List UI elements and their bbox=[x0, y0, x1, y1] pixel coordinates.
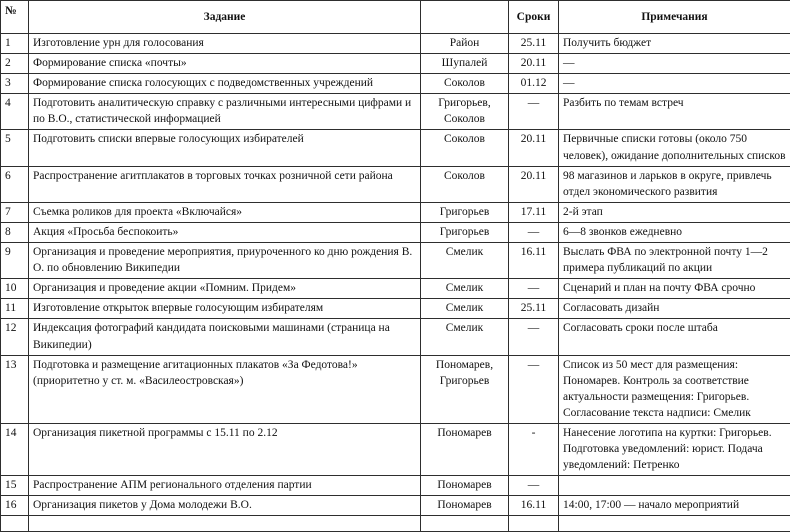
table-row bbox=[1, 319, 790, 355]
deadline-cell: — bbox=[509, 355, 559, 423]
header-row bbox=[1, 1, 790, 34]
header-task: Задание bbox=[29, 1, 421, 34]
task-cell: Подготовить списки впервые голосующих избирателей bbox=[29, 130, 421, 166]
assignee-cell: Пономарев bbox=[421, 496, 509, 516]
assignee-cell bbox=[421, 516, 509, 532]
deadline-cell: — bbox=[509, 94, 559, 130]
assignee-cell: Соколов bbox=[421, 166, 509, 202]
assignee-cell: Пономарев bbox=[421, 476, 509, 496]
row-number-cell: 13 bbox=[1, 355, 29, 423]
deadline-cell: 17.11 bbox=[509, 202, 559, 222]
table-row bbox=[1, 355, 790, 423]
assignee-cell: Соколов bbox=[421, 130, 509, 166]
row-number-cell: 5 bbox=[1, 130, 29, 166]
task-cell: Съемка роликов для проекта «Включайся» bbox=[29, 202, 421, 222]
table-body bbox=[1, 34, 790, 532]
assignee-cell: Шупалей bbox=[421, 54, 509, 74]
deadline-cell: 25.11 bbox=[509, 34, 559, 54]
note-cell: 14:00, 17:00 — начало мероприятий bbox=[559, 496, 790, 516]
deadline-cell bbox=[509, 516, 559, 532]
note-cell: Нанесение логотипа на куртки: Григорьев. Подготовка уведомлений: юрист. Подача уведомлений: Петренко bbox=[559, 423, 790, 475]
table-row bbox=[1, 476, 790, 496]
row-number-cell: 11 bbox=[1, 299, 29, 319]
assignee-cell: Район bbox=[421, 34, 509, 54]
header-assignee bbox=[421, 1, 509, 34]
task-cell: Индексация фотографий кандидата поисковыми машинами (страница на Википедии) bbox=[29, 319, 421, 355]
task-cell: Организация пикетной программы с 15.11 по 2.12 bbox=[29, 423, 421, 475]
row-number-cell: 3 bbox=[1, 74, 29, 94]
row-number-cell: 9 bbox=[1, 243, 29, 279]
table-row bbox=[1, 130, 790, 166]
deadline-cell: 01.12 bbox=[509, 74, 559, 94]
table-row bbox=[1, 202, 790, 222]
assignee-cell: Григорьев, Соколов bbox=[421, 94, 509, 130]
table-row bbox=[1, 496, 790, 516]
assignee-cell: Смелик bbox=[421, 279, 509, 299]
row-number-cell: 1 bbox=[1, 34, 29, 54]
note-cell: 6—8 звонков ежедневно bbox=[559, 222, 790, 242]
task-cell bbox=[29, 516, 421, 532]
deadline-cell: — bbox=[509, 279, 559, 299]
assignee-cell: Григорьев bbox=[421, 202, 509, 222]
table-row bbox=[1, 94, 790, 130]
deadline-cell: — bbox=[509, 222, 559, 242]
note-cell: Согласовать сроки после штаба bbox=[559, 319, 790, 355]
deadline-cell: 20.11 bbox=[509, 130, 559, 166]
note-cell: Выслать ФВА по электронной почту 1—2 примера публикаций по акции bbox=[559, 243, 790, 279]
assignee-cell: Смелик bbox=[421, 243, 509, 279]
table-row bbox=[1, 74, 790, 94]
table-header bbox=[1, 1, 790, 34]
note-cell: 98 магазинов и ларьков в округе, привлечь отдел экономического развития bbox=[559, 166, 790, 202]
row-number-cell: 2 bbox=[1, 54, 29, 74]
row-number-cell: 8 bbox=[1, 222, 29, 242]
table-row bbox=[1, 299, 790, 319]
note-cell: Первичные списки готовы (около 750 человек), ожидание дополнительных списков bbox=[559, 130, 790, 166]
assignee-cell: Соколов bbox=[421, 74, 509, 94]
task-cell: Организация и проведение акции «Помним. Придем» bbox=[29, 279, 421, 299]
task-cell: Организация пикетов у Дома молодежи В.О. bbox=[29, 496, 421, 516]
task-cell: Изготовление урн для голосования bbox=[29, 34, 421, 54]
table-row bbox=[1, 423, 790, 475]
assignee-cell: Смелик bbox=[421, 299, 509, 319]
assignee-cell: Смелик bbox=[421, 319, 509, 355]
table-row bbox=[1, 166, 790, 202]
row-number-cell: 15 bbox=[1, 476, 29, 496]
deadline-cell: 20.11 bbox=[509, 54, 559, 74]
note-cell: Разбить по темам встреч bbox=[559, 94, 790, 130]
table-row bbox=[1, 34, 790, 54]
task-cell: Подготовка и размещение агитационных плакатов «За Федотова!» (приоритетно у ст. м. «Василеостровская») bbox=[29, 355, 421, 423]
deadline-cell: 16.11 bbox=[509, 243, 559, 279]
deadline-cell: 20.11 bbox=[509, 166, 559, 202]
table-row bbox=[1, 243, 790, 279]
assignee-cell: Пономарев bbox=[421, 423, 509, 475]
table-row bbox=[1, 54, 790, 74]
note-cell: 2-й этап bbox=[559, 202, 790, 222]
row-number-cell: 12 bbox=[1, 319, 29, 355]
row-number-cell bbox=[1, 516, 29, 532]
table-row bbox=[1, 222, 790, 242]
row-number-cell: 6 bbox=[1, 166, 29, 202]
table-row bbox=[1, 516, 790, 532]
task-cell: Изготовление открыток впервые голосующим избирателям bbox=[29, 299, 421, 319]
deadline-cell: — bbox=[509, 476, 559, 496]
task-cell: Организация и проведение мероприятия, приуроченного ко дню рождения В. О. по обновлению Википедии bbox=[29, 243, 421, 279]
task-cell: Формирование списка «почты» bbox=[29, 54, 421, 74]
note-cell: Согласовать дизайн bbox=[559, 299, 790, 319]
note-cell: — bbox=[559, 74, 790, 94]
deadline-cell: 25.11 bbox=[509, 299, 559, 319]
header-number: № bbox=[1, 1, 29, 34]
task-cell: Распространение АПМ регионального отделения партии bbox=[29, 476, 421, 496]
task-cell: Подготовить аналитическую справку с различными интересными цифрами и по В.О., статистической информацией bbox=[29, 94, 421, 130]
note-cell: Список из 50 мест для размещения: Пономарев. Контроль за соответствие актуальности размещения: Григорьев. Согласование текста надписи: Смелик bbox=[559, 355, 790, 423]
note-cell bbox=[559, 476, 790, 496]
task-cell: Распространение агитплакатов в торговых точках розничной сети района bbox=[29, 166, 421, 202]
note-cell bbox=[559, 516, 790, 532]
note-cell: — bbox=[559, 54, 790, 74]
row-number-cell: 7 bbox=[1, 202, 29, 222]
table-row bbox=[1, 279, 790, 299]
note-cell: Получить бюджет bbox=[559, 34, 790, 54]
assignee-cell: Григорьев bbox=[421, 222, 509, 242]
row-number-cell: 14 bbox=[1, 423, 29, 475]
deadline-cell: 16.11 bbox=[509, 496, 559, 516]
deadline-cell: — bbox=[509, 319, 559, 355]
row-number-cell: 10 bbox=[1, 279, 29, 299]
header-notes: Примечания bbox=[559, 1, 790, 34]
header-deadline: Сроки bbox=[509, 1, 559, 34]
row-number-cell: 4 bbox=[1, 94, 29, 130]
task-cell: Формирование списка голосующих с подведомственных учреждений bbox=[29, 74, 421, 94]
task-cell: Акция «Просьба беспокоить» bbox=[29, 222, 421, 242]
row-number-cell: 16 bbox=[1, 496, 29, 516]
deadline-cell: - bbox=[509, 423, 559, 475]
assignee-cell: Пономарев, Григорьев bbox=[421, 355, 509, 423]
note-cell: Сценарий и план на почту ФВА срочно bbox=[559, 279, 790, 299]
